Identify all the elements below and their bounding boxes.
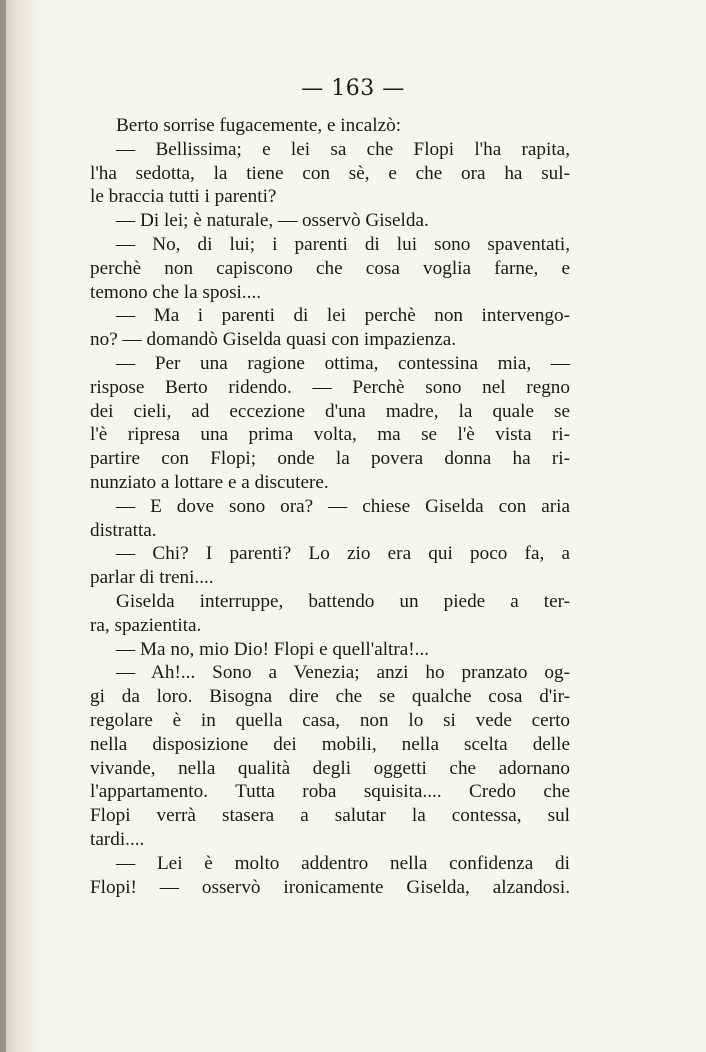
text-line: rispose Berto ridendo. — Perchè sono nel regno — [90, 376, 570, 398]
text-line: vivande, nella qualità degli oggetti che adornano — [90, 757, 570, 779]
page-number: — 163 — — [301, 76, 405, 101]
text-line: partire con Flopi; onde la povera donna ha ri- — [90, 448, 570, 470]
text-line: perchè non capiscono che cosa voglia farne, e — [90, 257, 570, 279]
text-line: le braccia tutti i parenti? — [90, 186, 277, 208]
text-line: l'è ripresa una prima volta, ma se l'è vista ri- — [90, 424, 570, 446]
text-line: distratta. — [90, 519, 157, 541]
text-line: — Bellissima; e lei sa che Flopi l'ha rapita, — [116, 138, 570, 160]
text-line: parlar di treni.... — [90, 567, 214, 589]
text-line: l'appartamento. Tutta roba squisita.... Credo che — [90, 781, 570, 803]
text-line: — Lei è molto addentro nella confidenza di — [116, 852, 570, 874]
text-line: — Per una ragione ottima, contessina mia, — — [116, 352, 570, 374]
text-line: — E dove sono ora? — chiese Giselda con aria — [116, 495, 570, 517]
text-line: ra, spazientita. — [90, 614, 202, 636]
text-line: nella disposizione dei mobili, nella scelta delle — [90, 733, 570, 755]
text-line: dei cieli, ad eccezione d'una madre, la quale se — [90, 400, 570, 422]
text-line: — Di lei; è naturale, — osservò Giselda. — [116, 210, 429, 232]
text-line: — Ma no, mio Dio! Flopi e quell'altra!... — [116, 638, 430, 660]
text-line: Flopi verrà stasera a salutar la contessa, sul — [90, 805, 570, 827]
text-line: tardi.... — [90, 828, 145, 850]
page-binding-edge — [0, 0, 6, 1052]
page-body-text — [90, 114, 570, 899]
text-line: — Chi? I parenti? Lo zio era qui poco fa, a — [116, 543, 570, 565]
text-line: — No, di lui; i parenti di lui sono spaventati, — [116, 233, 570, 255]
text-line: gi da loro. Bisogna dire che se qualche cosa d'ir- — [90, 686, 570, 708]
text-line: — Ah!... Sono a Venezia; anzi ho pranzato og- — [116, 662, 570, 684]
text-line: — Ma i parenti di lei perchè non intervengo- — [116, 305, 570, 327]
text-line: nunziato a lottare e a discutere. — [90, 471, 329, 493]
text-line: Berto sorrise fugacemente, e incalzò: — [116, 115, 402, 136]
text-line: regolare è in quella casa, non lo si vede certo — [90, 709, 570, 731]
text-line: Giselda interruppe, battendo un piede a ter- — [116, 590, 570, 612]
text-line: l'ha sedotta, la tiene con sè, e che ora ha sul- — [90, 162, 570, 184]
text-line: no? — domandò Giselda quasi con impazienza. — [90, 329, 457, 351]
text-line: Flopi! — osservò ironicamente Giselda, alzandosi. — [90, 876, 570, 898]
text-line: temono che la sposi.... — [90, 281, 262, 303]
